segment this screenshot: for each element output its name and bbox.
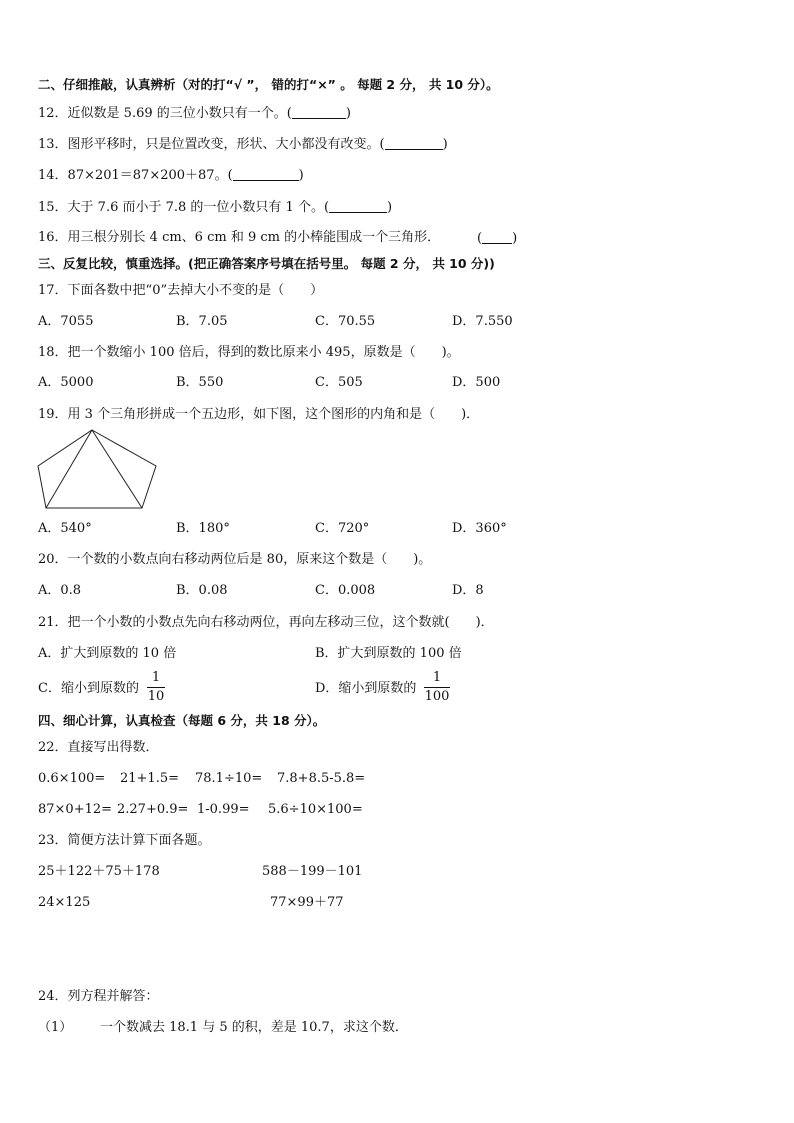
question-16-answer — [477, 230, 517, 247]
question-18-stem: 18．把一个数缩小 100 倍后，得到的数比原来小 495，原数是（ )。 — [38, 345, 460, 360]
answer-blank-14[interactable] — [233, 167, 299, 181]
calc-22-1: 0.6×100= — [38, 771, 106, 786]
calc-22-2: 21+1.5= — [120, 771, 180, 786]
section-4-heading: 四、细心计算，认真检查（每题 6 分，共 18 分）。 — [38, 713, 326, 728]
question-24-part-1-label: （1） — [38, 1020, 73, 1035]
option-20-b[interactable]: B．0.08 — [176, 583, 228, 598]
option-21-d[interactable]: D．缩小到原数的 — [315, 681, 417, 696]
fraction-one-hundredth — [424, 670, 450, 705]
fraction-c-denominator: 10 — [147, 689, 165, 704]
option-18-c[interactable]: C．505 — [315, 375, 363, 390]
option-17-b[interactable]: B．7.05 — [176, 314, 228, 329]
question-16-close: ) — [512, 231, 518, 246]
option-17-d[interactable]: D．7.550 — [452, 314, 513, 329]
fraction-c-numerator: 1 — [151, 670, 161, 685]
question-24-stem: 24．列方程并解答： — [38, 989, 159, 1004]
calc-22-6: 2.27+0.9= — [117, 802, 189, 817]
section-2-heading: 二、仔细推敲，认真辨析（对的打“√ ”， 错的打“×” 。 每题 2 分， 共 10 分）。 — [38, 77, 499, 92]
question-13 — [38, 136, 448, 153]
option-17-c[interactable]: C．70.55 — [315, 314, 376, 329]
question-20-stem: 20．一个数的小数点向右移动两位后是 80，原来这个数是（ )。 — [38, 552, 432, 567]
option-20-d[interactable]: D．8 — [452, 583, 484, 598]
option-19-a[interactable]: A．540° — [38, 521, 92, 536]
fraction-c-bar — [147, 687, 165, 688]
answer-blank-15[interactable] — [329, 199, 387, 213]
option-17-a[interactable]: A．7055 — [38, 314, 94, 329]
question-15 — [38, 199, 392, 216]
section-3-heading: 三、反复比较，慎重选择。(把正确答案序号填在括号里。 每题 2 分， 共 10 分)) — [38, 256, 495, 271]
option-20-c[interactable]: C．0.008 — [315, 583, 376, 598]
option-18-b[interactable]: B．550 — [176, 375, 224, 390]
question-16-open: ( — [477, 231, 483, 246]
fraction-d-denominator: 100 — [424, 689, 450, 704]
option-18-a[interactable]: A．5000 — [38, 375, 94, 390]
question-12 — [38, 105, 351, 122]
fraction-d-numerator: 1 — [432, 670, 442, 685]
answer-blank-16[interactable] — [482, 230, 512, 244]
question-12-close: ) — [345, 106, 351, 121]
pentagon-figure — [34, 428, 160, 512]
question-14-close: ) — [298, 168, 304, 183]
calc-22-3: 78.1÷10= — [195, 771, 263, 786]
option-19-d[interactable]: D．360° — [452, 521, 507, 536]
question-17-stem: 17．下面各数中把“0”去掉大小不变的是（ ） — [38, 283, 324, 298]
option-18-d[interactable]: D．500 — [452, 375, 501, 390]
question-23-stem: 23．简便方法计算下面各题。 — [38, 833, 211, 848]
calc-22-7: 1-0.99= — [197, 802, 250, 817]
question-16-text: 16．用三根分别长 4 cm、6 cm 和 9 cm 的小棒能围成一个三角形． — [38, 230, 441, 245]
pentagon-diagonal-left — [46, 430, 92, 508]
question-12-text: 12．近似数是 5.69 的三位小数只有一个。( — [38, 106, 292, 121]
pentagon-diagonal-right — [92, 430, 142, 508]
answer-blank-12[interactable] — [292, 105, 346, 119]
calc-23-1: 25＋122＋75＋178 — [38, 864, 160, 879]
question-22-stem: 22．直接写出得数． — [38, 740, 159, 755]
calc-22-8: 5.6÷10×100= — [268, 802, 363, 817]
question-13-close: ) — [442, 137, 448, 152]
question-21-stem: 21．把一个小数的小数点先向右移动两位，再向左移动三位，这个数就( )． — [38, 615, 494, 630]
calc-22-4: 7.8+8.5-5.8= — [277, 771, 366, 786]
calc-23-4: 77×99＋77 — [270, 895, 344, 910]
pentagon-outline — [38, 430, 156, 508]
calc-23-2: 588－199－101 — [262, 864, 363, 879]
question-15-close: ) — [387, 200, 393, 215]
question-24-part-1-text: 一个数减去 18.1 与 5 的积，差是 10.7，求这个数． — [100, 1020, 408, 1035]
option-19-c[interactable]: C．720° — [315, 521, 370, 536]
answer-blank-13[interactable] — [385, 136, 443, 150]
option-21-a[interactable]: A．扩大到原数的 10 倍 — [38, 646, 177, 661]
question-13-text: 13．图形平移时，只是位置改变，形状、大小都没有改变。( — [38, 137, 385, 152]
option-21-b[interactable]: B．扩大到原数的 100 倍 — [315, 646, 462, 661]
question-14 — [38, 167, 304, 184]
option-21-c[interactable]: C．缩小到原数的 — [38, 681, 139, 696]
fraction-d-bar — [424, 687, 450, 688]
calc-22-5: 87×0+12= — [38, 802, 113, 817]
question-15-text: 15．大于 7.6 而小于 7.8 的一位小数只有 1 个。( — [38, 200, 330, 215]
option-20-a[interactable]: A．0.8 — [38, 583, 82, 598]
calc-23-3: 24×125 — [38, 895, 91, 910]
question-19-stem: 19．用 3 个三角形拼成一个五边形，如下图，这个图形的内角和是（ )． — [38, 407, 480, 422]
fraction-one-tenth — [147, 670, 165, 705]
question-14-text: 14．87×201＝87×200＋87。( — [38, 168, 233, 183]
option-19-b[interactable]: B．180° — [176, 521, 230, 536]
